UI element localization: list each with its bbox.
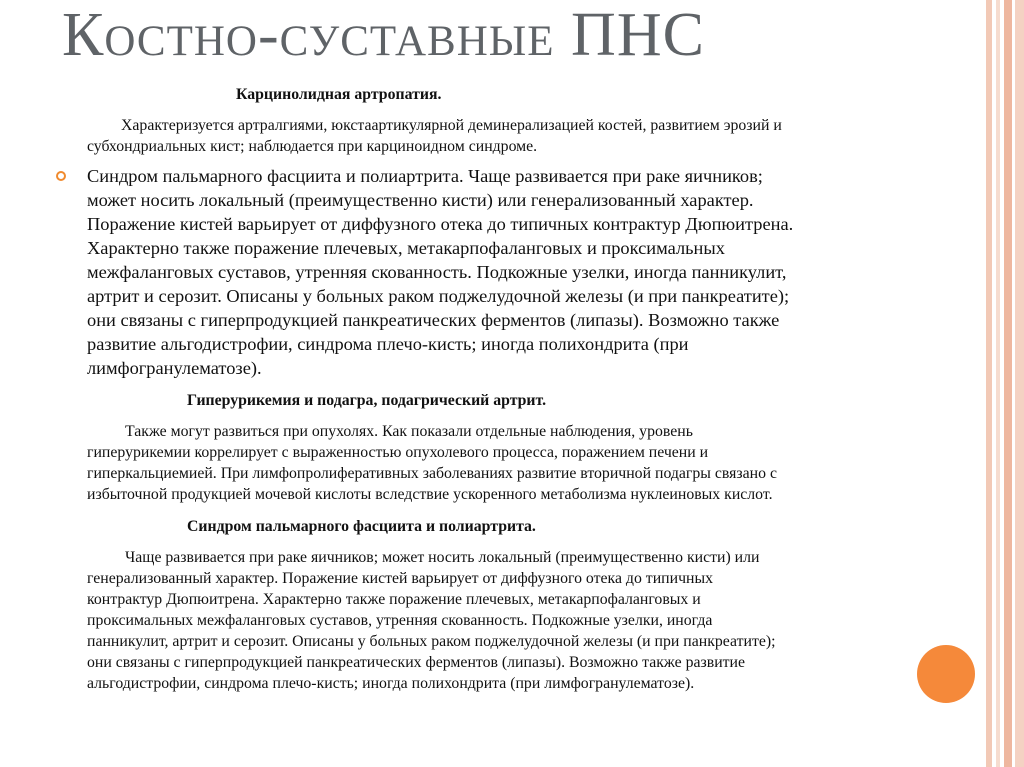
section-heading-fasciitis: Синдром пальмарного фасциита и полиартрита. (187, 518, 536, 535)
section-text-line: генерализованный характер. Поражение кистей варьирует от диффузного отека до типичных (87, 570, 713, 587)
section-text-line: гиперурикемии коррелирует с выраженностью опухолевого процесса, поражением печени и (87, 444, 709, 461)
bullet-text-line: лимфогранулематозе). (87, 358, 262, 378)
slide-title: Костно-суставные ПНС (62, 1, 705, 69)
bullet-text-line: они связаны с гиперпродукцией панкреатических ферментов (липазы). Возможно также (87, 310, 780, 330)
decorative-stripe (986, 0, 992, 767)
decorative-stripe (996, 0, 1000, 767)
section-text-line: панникулит, артрит и серозит. Описаны у больных раком поджелудочной железы (и при панкреатите); (87, 633, 776, 650)
bullet-text-line: артрит и серозит. Описаны у больных раком поджелудочной железы (и при панкреатите); (87, 286, 790, 306)
bullet-text-line: межфаланговых суставов, утренняя скованность. Подкожные узелки, иногда панникулит, (87, 262, 787, 282)
bullet-icon (56, 171, 66, 181)
section-text-line: избыточной продукцией мочевой кислоты вследствие ускоренного метаболизма нуклеиновых кислот. (87, 486, 773, 503)
section-text-line: Также могут развиться при опухолях. Как показали отдельные наблюдения, уровень (125, 423, 693, 440)
section-text-line: Чаще развивается при раке яичников; может носить локальный (преимущественно кисти) или (125, 549, 760, 566)
section-text-line: альгодистрофии, синдрома плечо-кисть; иногда полихондрита (при лимфогранулематозе). (87, 675, 695, 692)
bullet-text-line: Характерно также поражение плечевых, метакарпофаланговых и проксимальных (87, 238, 725, 258)
bullet-text-line: может носить локальный (преимущественно кисти) или генерализованный характер. (87, 190, 754, 210)
bullet-text-line: развитие альгодистрофии, синдрома плечо-кисть; иногда полихондрита (при (87, 334, 689, 354)
bullet-text-line: Синдром пальмарного фасциита и полиартрита. Чаще развивается при раке яичников; (87, 166, 763, 186)
decorative-stripe (1015, 0, 1024, 767)
decorative-stripe (1004, 0, 1012, 767)
decorative-circle (917, 645, 975, 703)
section-text-line: проксимальных межфаланговых суставов, утренняя скованность. Подкожные узелки, иногда (87, 612, 713, 629)
section-text-line: они связаны с гиперпродукцией панкреатических ферментов (липазы). Возможно также развитие (87, 654, 746, 671)
section-heading-gout: Гиперурикемия и подагра, подагрический артрит. (187, 392, 547, 409)
section-text-line: Характеризуется артралгиями, юкстаартикулярной деминерализацией костей, развитием эрозий и (121, 117, 782, 134)
section-text-line: субхондриальных кист; наблюдается при карциноидном синдроме. (87, 138, 538, 155)
section-text-line: контрактур Дюпюитрена. Характерно также поражение плечевых, метакарпофаланговых и (87, 591, 701, 608)
bullet-text-line: Поражение кистей варьирует от диффузного отека до типичных контрактур Дюпюитрена. (87, 214, 794, 234)
section-text-line: гиперкальциемией. При лимфопролиферативных заболеваниях развитие вторичной подагры связано с (87, 465, 777, 482)
section-heading-carcinoid: Карцинолидная артропатия. (236, 86, 442, 103)
